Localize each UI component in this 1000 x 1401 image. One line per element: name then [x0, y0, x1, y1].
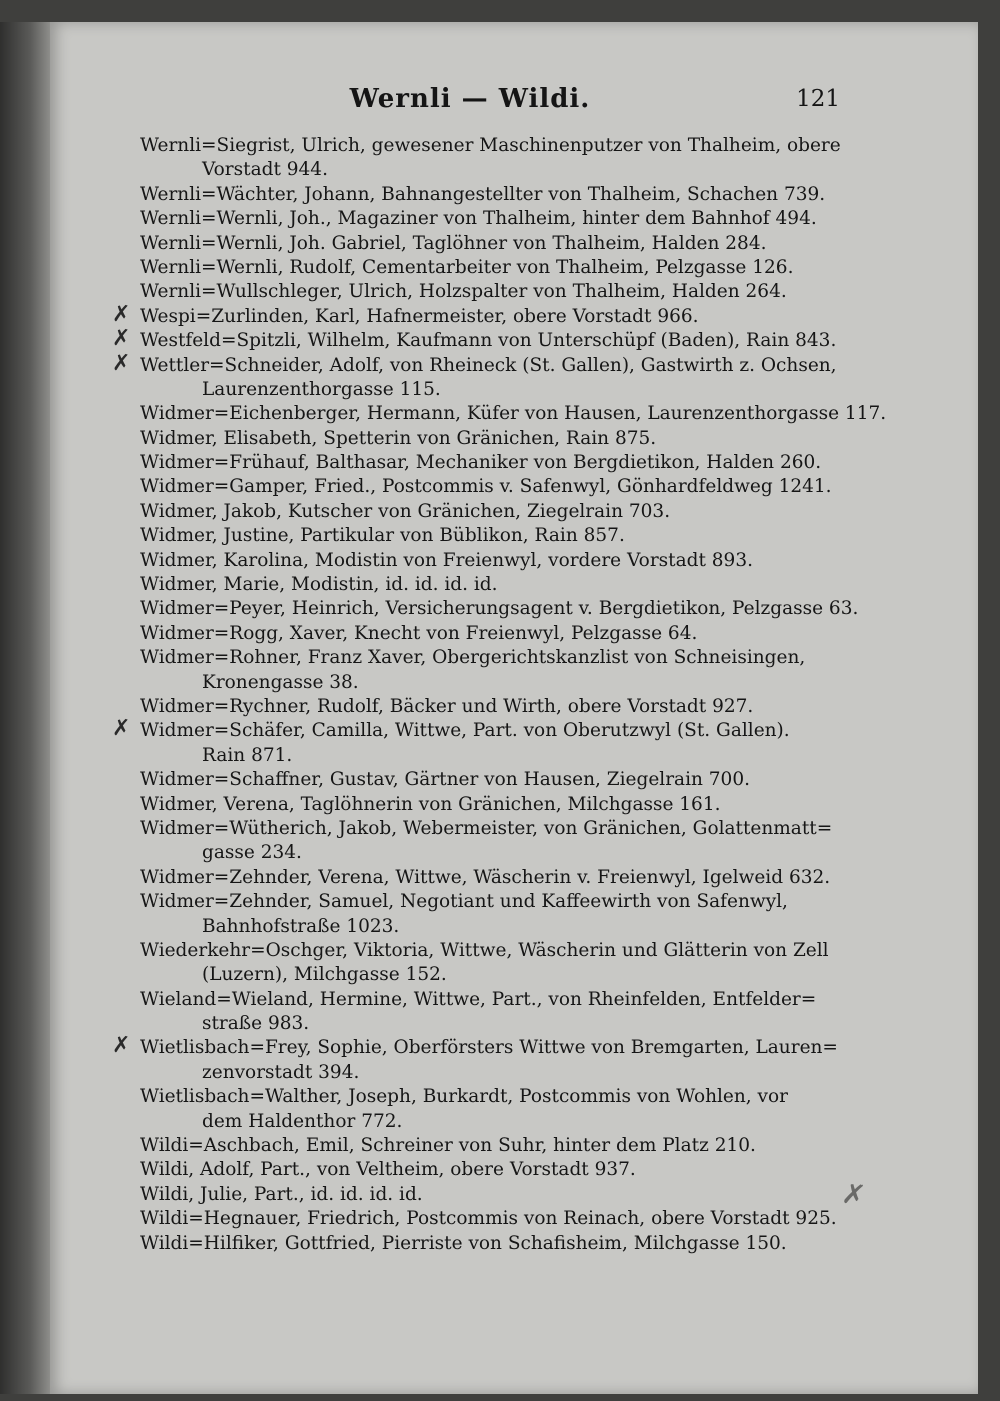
directory-entry	[140, 1134, 840, 1158]
entry-text: Wietlisbach=Frey, Sophie, Oberförsters Wittwe von Bremgarten, Lauren=	[140, 1037, 838, 1059]
directory-entry	[112, 716, 840, 743]
entry-text: Wernli=Wächter, Johann, Bahnangestellter von Thalheim, Schachen 739.	[140, 183, 826, 205]
entry-text: Wildi, Julie, Part., id. id. id. id.	[140, 1183, 423, 1205]
directory-entry	[140, 280, 840, 304]
directory-entry	[140, 1232, 840, 1256]
entry-continuation-line	[140, 915, 840, 939]
directory-entry	[112, 350, 840, 378]
margin-cross-icon: ✗	[839, 1176, 868, 1213]
entry-text: zenvorstadt 394.	[202, 1061, 360, 1083]
handwritten-cross-icon: ✗	[112, 301, 131, 327]
entry-continuation-line	[140, 744, 840, 768]
directory-entry	[140, 1183, 840, 1207]
entry-text: Widmer=Schaffner, Gustav, Gärtner von Hausen, Ziegelrain 700.	[140, 769, 750, 791]
entry-text: Bahnhofstraße 1023.	[202, 915, 400, 937]
entry-continuation-line	[140, 1110, 840, 1134]
entry-continuation-line	[140, 841, 840, 865]
entry-text: Wernli=Siegrist, Ulrich, gewesener Maschinenputzer von Thalheim, obere	[140, 135, 841, 156]
entry-text: Widmer=Zehnder, Verena, Wittwe, Wäscherin v. Freienwyl, Igelweid 632.	[140, 866, 831, 888]
directory-entry	[140, 793, 840, 817]
entry-text: Widmer, Karolina, Modistin von Freienwyl, vordere Vorstadt 893.	[140, 549, 753, 571]
entry-text: Vorstadt 944.	[202, 159, 328, 181]
directory-entry	[140, 500, 840, 524]
entry-text: Widmer=Frühauf, Balthasar, Mechaniker von Bergdietikon, Halden 260.	[140, 452, 822, 474]
entry-text: Wespi=Zurlinden, Karl, Hafnermeister, obere Vorstadt 966.	[140, 305, 699, 327]
entry-text: Widmer=Rogg, Xaver, Knecht von Freienwyl, Pelzgasse 64.	[140, 622, 698, 644]
entry-text: Wettler=Schneider, Adolf, von Rheineck (St. Gallen), Gastwirth z. Ochsen,	[140, 354, 837, 376]
entry-text: Widmer, Jakob, Kutscher von Gränichen, Ziegelrain 703.	[140, 500, 671, 522]
entry-text: Widmer=Rychner, Rudolf, Bäcker und Wirth, obere Vorstadt 927.	[140, 695, 754, 717]
entry-text: Widmer=Peyer, Heinrich, Versicherungsagent v. Bergdietikon, Pelzgasse 63.	[140, 598, 859, 620]
entry-text: Wiederkehr=Oschger, Viktoria, Wittwe, Wäscherin und Glätterin von Zell	[140, 939, 829, 961]
entry-text: Wildi=Hilfiker, Gottfried, Pierriste von Schafisheim, Milchgasse 150.	[140, 1232, 787, 1254]
directory-entry	[140, 427, 840, 451]
directory-entry	[140, 573, 840, 597]
running-title: Wernli — Wildi.	[349, 84, 591, 114]
entry-text: Wieland=Wieland, Hermine, Wittwe, Part., von Rheinfelden, Entfelder=	[140, 988, 817, 1010]
entry-text: Wernli=Wullschleger, Ulrich, Holzspalter von Thalheim, Halden 264.	[140, 281, 787, 303]
directory-entry	[140, 256, 840, 280]
handwritten-cross-icon: ✗	[112, 350, 131, 376]
directory-entry	[112, 1033, 840, 1060]
directory-entry	[112, 301, 840, 329]
handwritten-cross-icon: ✗	[112, 326, 131, 352]
entry-text: dem Haldenthor 772.	[202, 1110, 403, 1132]
entry-text: Widmer=Wütherich, Jakob, Webermeister, von Gränichen, Golattenmatt=	[140, 817, 833, 839]
entry-text: Wernli=Wernli, Joh. Gabriel, Taglöhner von Thalheim, Halden 284.	[140, 232, 767, 254]
directory-entry	[140, 646, 840, 670]
entry-text: gasse 234.	[202, 842, 302, 864]
entry-text: Wildi, Adolf, Part., von Veltheim, obere Vorstadt 937.	[140, 1159, 636, 1181]
entry-text: Widmer=Schäfer, Camilla, Wittwe, Part. von Oberutzwyl (St. Gallen).	[140, 720, 790, 742]
entry-text: straße 983.	[202, 1013, 310, 1035]
directory-entry	[140, 768, 840, 792]
handwritten-cross-icon: ✗	[112, 1033, 131, 1059]
directory-entry	[140, 988, 840, 1012]
entry-continuation-line	[140, 158, 840, 182]
entry-continuation-line	[140, 1061, 840, 1085]
directory-entry	[140, 134, 840, 158]
handwritten-cross-icon: ✗	[112, 716, 131, 742]
entry-continuation-line	[140, 671, 840, 695]
directory-entry	[140, 817, 840, 841]
directory-entry	[140, 183, 840, 207]
entry-text: Wernli=Wernli, Rudolf, Cementarbeiter von Thalheim, Pelzgasse 126.	[140, 256, 794, 278]
directory-entry	[140, 939, 840, 963]
entry-text: Widmer, Justine, Partikular von Büblikon, Rain 857.	[140, 525, 625, 547]
entry-text: Widmer, Verena, Taglöhnerin von Gränichen, Milchgasse 161.	[140, 793, 721, 815]
directory-entry	[112, 326, 840, 353]
entry-text: Widmer, Marie, Modistin, id. id. id. id.	[140, 574, 498, 596]
entry-text: Wildi=Aschbach, Emil, Schreiner von Suhr, hinter dem Platz 210.	[140, 1135, 756, 1157]
entry-text: Widmer=Zehnder, Samuel, Negotiant und Kaffeewirth von Safenwyl,	[140, 891, 788, 913]
directory-entry	[140, 524, 840, 548]
entry-text: Kronengasse 38.	[202, 671, 359, 693]
directory-entry	[140, 451, 840, 475]
directory-entry	[140, 597, 859, 621]
directory-entry	[140, 866, 840, 890]
page-header	[100, 84, 840, 118]
directory-entry	[140, 207, 840, 231]
book-gutter	[0, 22, 50, 1394]
entry-text: Widmer, Elisabeth, Spetterin von Gränichen, Rain 875.	[140, 427, 657, 449]
directory-entry	[140, 232, 840, 256]
entry-text: Wildi=Hegnauer, Friedrich, Postcommis von Reinach, obere Vorstadt 925.	[140, 1208, 837, 1230]
directory-entry	[140, 549, 840, 573]
directory-entry	[140, 890, 840, 914]
entry-continuation-line	[140, 1012, 840, 1036]
entry-text: Widmer=Gamper, Fried., Postcommis v. Safenwyl, Gönhardfeldweg 1241.	[140, 476, 832, 498]
entry-text: Laurenzenthorgasse 115.	[202, 378, 441, 400]
entry-text: Wietlisbach=Walther, Joseph, Burkardt, Postcommis von Wohlen, vor	[140, 1086, 788, 1108]
entry-text: Widmer=Rohner, Franz Xaver, Obergerichtskanzlist von Schneisingen,	[140, 647, 806, 669]
directory-entries	[112, 134, 887, 1256]
directory-entry	[140, 622, 840, 646]
entry-text: Widmer=Eichenberger, Hermann, Küfer von Hausen, Laurenzenthorgasse 117.	[140, 403, 887, 425]
entry-text: Wernli=Wernli, Joh., Magaziner von Thalheim, hinter dem Bahnhof 494.	[140, 208, 817, 230]
entry-text: Westfeld=Spitzli, Wilhelm, Kaufmann von Unterschüpf (Baden), Rain 843.	[140, 330, 837, 352]
directory-entry	[140, 402, 887, 426]
directory-entry	[140, 1158, 840, 1182]
directory-entry	[140, 475, 840, 499]
directory-entry	[140, 695, 840, 719]
directory-entry	[140, 1207, 840, 1231]
entry-text: (Luzern), Milchgasse 152.	[202, 964, 447, 986]
directory-entry	[140, 1085, 840, 1109]
entry-continuation-line	[140, 963, 840, 987]
entry-continuation-line	[140, 378, 840, 402]
page-number: 121	[796, 86, 840, 112]
entry-text: Rain 871.	[202, 744, 293, 766]
